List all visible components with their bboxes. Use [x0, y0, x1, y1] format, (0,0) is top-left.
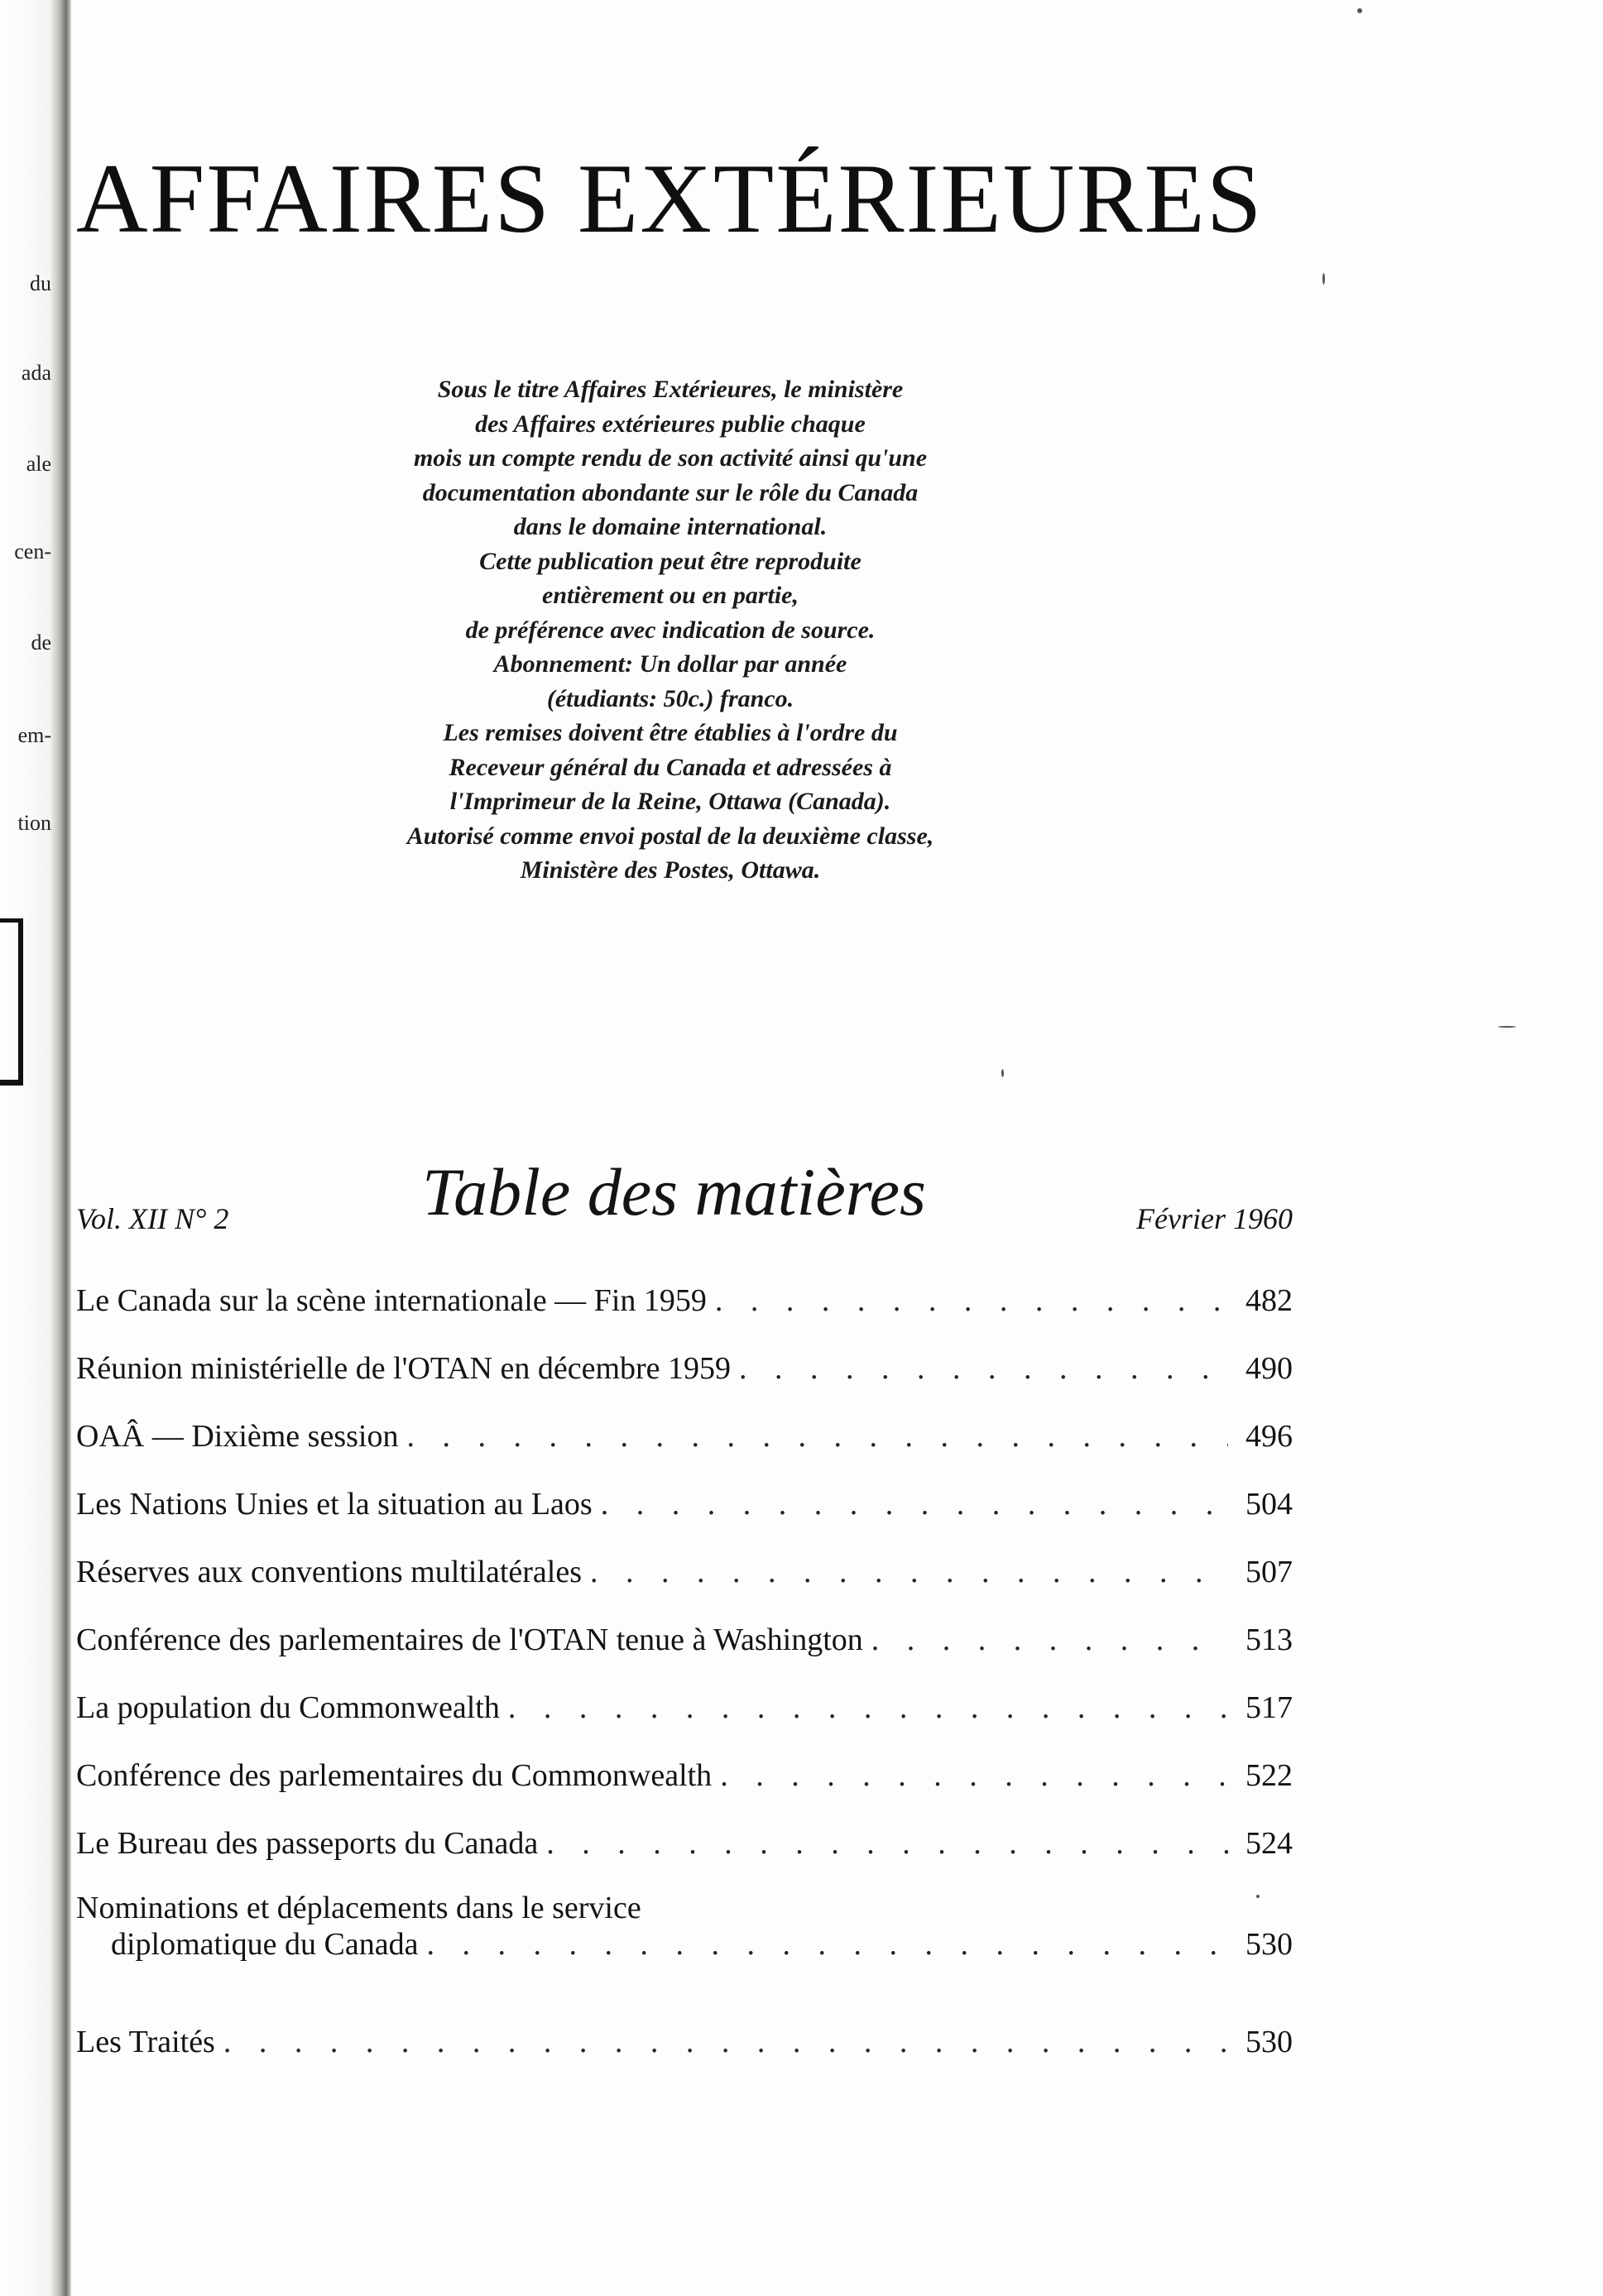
- toc-entry-title: Le Canada sur la scène internationale — Fin 1959: [76, 1283, 707, 1318]
- dot-leader: [546, 1825, 1228, 1862]
- dot-leader: [739, 1350, 1228, 1387]
- toc-entry[interactable]: [76, 1690, 1293, 1726]
- toc-entry-page: 530: [1245, 2025, 1293, 2059]
- margin-fragment: ale: [26, 452, 51, 476]
- notice-line: mois un compte rendu de son activité ainsi qu'une: [413, 444, 928, 472]
- dot-leader: [871, 1622, 1228, 1658]
- notice-line: (étudiants: 50c.) franco.: [546, 684, 794, 712]
- toc-entry[interactable]: [76, 1554, 1293, 1590]
- toc-entry-page: 530: [1245, 1927, 1293, 1962]
- notice-line: dans le domaine international.: [513, 513, 828, 540]
- notice-line: entièrement ou en partie,: [542, 582, 799, 609]
- notice-line: Cette publication peut être reproduite: [479, 547, 861, 575]
- dot-leader: [715, 1282, 1228, 1319]
- toc-entry-page: 490: [1245, 1351, 1293, 1386]
- dot-leader: [406, 1418, 1228, 1455]
- toc-entry-title-continuation: diplomatique du Canada: [111, 1927, 419, 1962]
- scan-speck: [1322, 273, 1325, 285]
- notice-line: Autorisé comme envoi postal de la deuxième classe,: [406, 822, 934, 850]
- margin-fragment: de: [31, 630, 51, 654]
- dot-leader: [426, 1926, 1228, 1963]
- toc-entry[interactable]: [76, 1622, 1293, 1658]
- toc-entry-page: 513: [1245, 1623, 1293, 1657]
- dot-leader: [590, 1554, 1228, 1590]
- toc-entry-title: Le Bureau des passeports du Canada: [76, 1826, 539, 1861]
- notice-line: Les remises doivent être établies à l'ordre du: [443, 719, 898, 746]
- toc-entry[interactable]: [76, 1757, 1293, 1794]
- toc-entry-page: 507: [1245, 1555, 1293, 1589]
- toc-entry-title: Nominations et déplacements dans le service: [76, 1891, 641, 1925]
- toc-entry-title: La population du Commonwealth: [76, 1690, 500, 1725]
- toc-entry[interactable]: [76, 1418, 1293, 1455]
- toc-entry-page: 522: [1245, 1758, 1293, 1793]
- masthead-title: AFFAIRES EXTÉRIEURES: [76, 143, 1264, 253]
- volume-number: Vol. XII N° 2: [76, 1202, 229, 1235]
- toc-entry-title: Les Traités: [76, 2025, 215, 2059]
- dot-leader: [508, 1690, 1228, 1726]
- toc-entry-page: 504: [1245, 1487, 1293, 1522]
- page-binding-edge: [0, 0, 71, 2296]
- toc-header: [76, 1154, 1293, 1266]
- scan-speck: [1001, 1069, 1004, 1077]
- notice-line: Receveur général du Canada et adressées à: [449, 753, 892, 781]
- margin-fragment: cen-: [14, 539, 51, 563]
- margin-fragment: tion: [17, 811, 51, 835]
- toc-entry[interactable]: [76, 1890, 1293, 1963]
- publication-notice: [314, 372, 1026, 888]
- toc-entry-page: 524: [1245, 1826, 1293, 1861]
- issue-date: Février 1960: [1136, 1202, 1293, 1235]
- toc-entry[interactable]: [76, 1282, 1293, 1319]
- toc-entry-page: 517: [1245, 1690, 1293, 1725]
- toc-entry[interactable]: [76, 1486, 1293, 1522]
- notice-line: Sous le titre Affaires Extérieures, le ministère: [437, 376, 904, 403]
- toc-entry-title: Réserves aux conventions multilatérales: [76, 1555, 582, 1589]
- notice-line: des Affaires extérieures publie chaque: [475, 410, 866, 438]
- dot-leader: [720, 1757, 1228, 1794]
- margin-fragment: ada: [21, 361, 51, 385]
- toc-entry-page: 482: [1245, 1283, 1293, 1318]
- toc-entry-title: Conférence des parlementaires de l'OTAN tenue à Washington: [76, 1623, 863, 1657]
- scan-speck: [1357, 8, 1362, 13]
- notice-line: de préférence avec indication de source.: [465, 616, 876, 644]
- toc-entry[interactable]: [76, 1825, 1293, 1862]
- toc-entry-page: 496: [1245, 1419, 1293, 1454]
- dot-leader: [223, 2024, 1228, 2060]
- dot-leader: [601, 1486, 1228, 1522]
- toc-entry-title: Conférence des parlementaires du Commonwealth: [76, 1758, 713, 1793]
- toc-entry-title: Les Nations Unies et la situation au Laos: [76, 1487, 593, 1522]
- scan-speck: [1256, 1895, 1260, 1898]
- notice-line: Abonnement: Un dollar par année: [493, 650, 847, 678]
- margin-fragment: du: [30, 271, 51, 295]
- scan-speck: [1498, 1026, 1516, 1028]
- notice-line: Ministère des Postes, Ottawa.: [520, 856, 821, 884]
- notice-line: l'Imprimeur de la Reine, Ottawa (Canada).: [449, 788, 891, 815]
- toc-entry-title: Réunion ministérielle de l'OTAN en décembre 1959: [76, 1351, 732, 1386]
- margin-fragment: em-: [17, 723, 51, 747]
- notice-line: documentation abondante sur le rôle du Canada: [422, 478, 919, 506]
- toc-entry[interactable]: [76, 1350, 1293, 1387]
- toc-title: Table des matières: [422, 1154, 926, 1229]
- toc-entry-title: OAÂ — Dixième session: [76, 1419, 399, 1454]
- margin-frame-mark: [0, 918, 23, 1086]
- toc-entry[interactable]: [76, 2024, 1293, 2060]
